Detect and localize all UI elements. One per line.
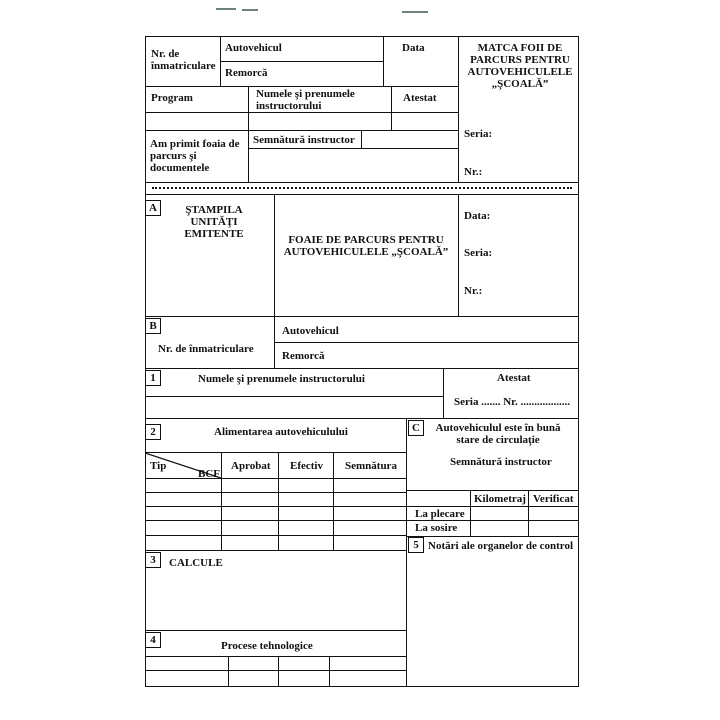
section-5-marker: 5: [408, 537, 424, 553]
grid-line: [145, 656, 406, 657]
counterfoil-instructor-signature-label: Semnătură instructor: [253, 134, 355, 146]
counterfoil-received-label: Am primit foaia de parcurs şi documentele: [150, 138, 240, 174]
section-2-title: Alimentarea autovehiculului: [214, 426, 348, 438]
section-5-title: Notări ale organelor de control: [428, 540, 574, 552]
grid-line: [383, 36, 384, 86]
series-number-line: Seria ....... Nr. ..................: [454, 396, 571, 408]
sheet-reg-no-label: Nr. de înmatriculare: [158, 343, 254, 355]
grid-line: [228, 656, 229, 687]
grid-line: [145, 368, 579, 369]
sheet-date-label: Data:: [464, 210, 491, 222]
verified-header: Verificat: [533, 493, 574, 505]
grid-line: [145, 316, 579, 317]
grid-line: [145, 478, 406, 479]
counterfoil-reg-no-label: Nr. de înmatriculare: [151, 48, 216, 72]
fuel-approved-header: Aprobat: [231, 460, 271, 472]
grid-line: [329, 656, 330, 687]
binding-mark: [402, 11, 428, 13]
odometer-header: Kilometraj: [474, 493, 526, 505]
counterfoil-instructor-name-label: Numele şi prenumele instructorului: [256, 88, 355, 112]
counterfoil-trailer-label: Remorcă: [225, 67, 268, 79]
grid-line: [391, 86, 392, 130]
counterfoil-certificate-label: Atestat: [403, 92, 437, 104]
counterfoil-series-label: Seria:: [464, 128, 493, 140]
sheet-series-label: Seria:: [464, 247, 493, 259]
section-b-marker: B: [145, 318, 161, 334]
grid-line: [528, 490, 529, 536]
grid-line: [274, 342, 579, 343]
section-1-marker: 1: [145, 370, 161, 386]
section-a-marker: A: [145, 200, 161, 216]
section-c-instructor-signature-label: Semnătură instructor: [450, 456, 552, 468]
grid-line: [443, 368, 444, 418]
grid-line: [145, 194, 579, 195]
counterfoil-divider: [458, 36, 459, 182]
grid-line: [248, 130, 249, 182]
form-frame: [145, 36, 579, 687]
grid-line: [145, 112, 458, 113]
section-1-title: Numele şi prenumele instructorului: [198, 373, 365, 385]
counterfoil-program-label: Program: [151, 92, 193, 104]
section-4-title: Procese tehnologice: [221, 640, 313, 652]
grid-line: [470, 490, 471, 536]
grid-line: [145, 418, 579, 419]
grid-line: [406, 506, 579, 507]
fuel-bcf-header: BCF: [198, 468, 220, 480]
grid-line: [248, 148, 458, 149]
binding-mark: [242, 9, 258, 11]
counterfoil-number-label: Nr.:: [464, 166, 483, 178]
sheet-trailer-label: Remorcă: [282, 350, 325, 362]
section-4-marker: 4: [145, 632, 161, 648]
section-3-marker: 3: [145, 552, 161, 568]
grid-line: [145, 492, 406, 493]
grid-line: [406, 418, 407, 687]
roadworthy-statement: Autovehiculul este în bună stare de circulaţie: [435, 422, 561, 446]
perforation-line: [152, 187, 572, 189]
grid-line: [406, 490, 579, 491]
grid-line: [406, 536, 579, 537]
binding-mark: [216, 8, 236, 10]
perforation-frame-line: [145, 182, 579, 183]
grid-line: [145, 86, 458, 87]
fuel-type-header: Tip: [150, 460, 167, 472]
sheet-number-label: Nr.:: [464, 285, 483, 297]
section-3-title: CALCULE: [169, 557, 223, 569]
section-c-marker: C: [408, 420, 424, 436]
sheet-vehicle-label: Autovehicul: [282, 325, 339, 337]
counterfoil-title: MATCA FOII DE PARCURS PENTRU AUTOVEHICULELE „ŞCOALĂ”: [467, 42, 573, 90]
grid-line: [278, 656, 279, 687]
issuing-unit-stamp-label: ŞTAMPILA UNITĂŢI EMITENTE: [184, 204, 244, 240]
grid-line: [145, 535, 406, 536]
fuel-actual-header: Efectiv: [290, 460, 323, 472]
grid-line: [145, 550, 406, 551]
grid-line: [406, 520, 579, 521]
grid-line: [248, 86, 249, 130]
grid-line: [145, 130, 458, 131]
sheet-title: FOAIE DE PARCURS PENTRU AUTOVEHICULELE „ŞCOALĂ”: [283, 234, 449, 258]
counterfoil-vehicle-label: Autovehicul: [225, 42, 282, 54]
counterfoil-date-label: Data: [402, 42, 425, 54]
grid-line: [220, 61, 383, 62]
grid-line: [145, 630, 406, 631]
grid-line: [361, 130, 362, 148]
grid-line: [145, 670, 406, 671]
grid-line: [145, 506, 406, 507]
fuel-signature-header: Semnătura: [345, 460, 397, 472]
grid-line: [145, 396, 443, 397]
arrival-label: La sosire: [415, 522, 458, 534]
grid-line: [458, 194, 459, 316]
grid-line: [145, 520, 406, 521]
section-2-marker: 2: [145, 424, 161, 440]
departure-label: La plecare: [415, 508, 465, 520]
grid-line: [274, 194, 275, 316]
sheet-certificate-label: Atestat: [497, 372, 531, 384]
